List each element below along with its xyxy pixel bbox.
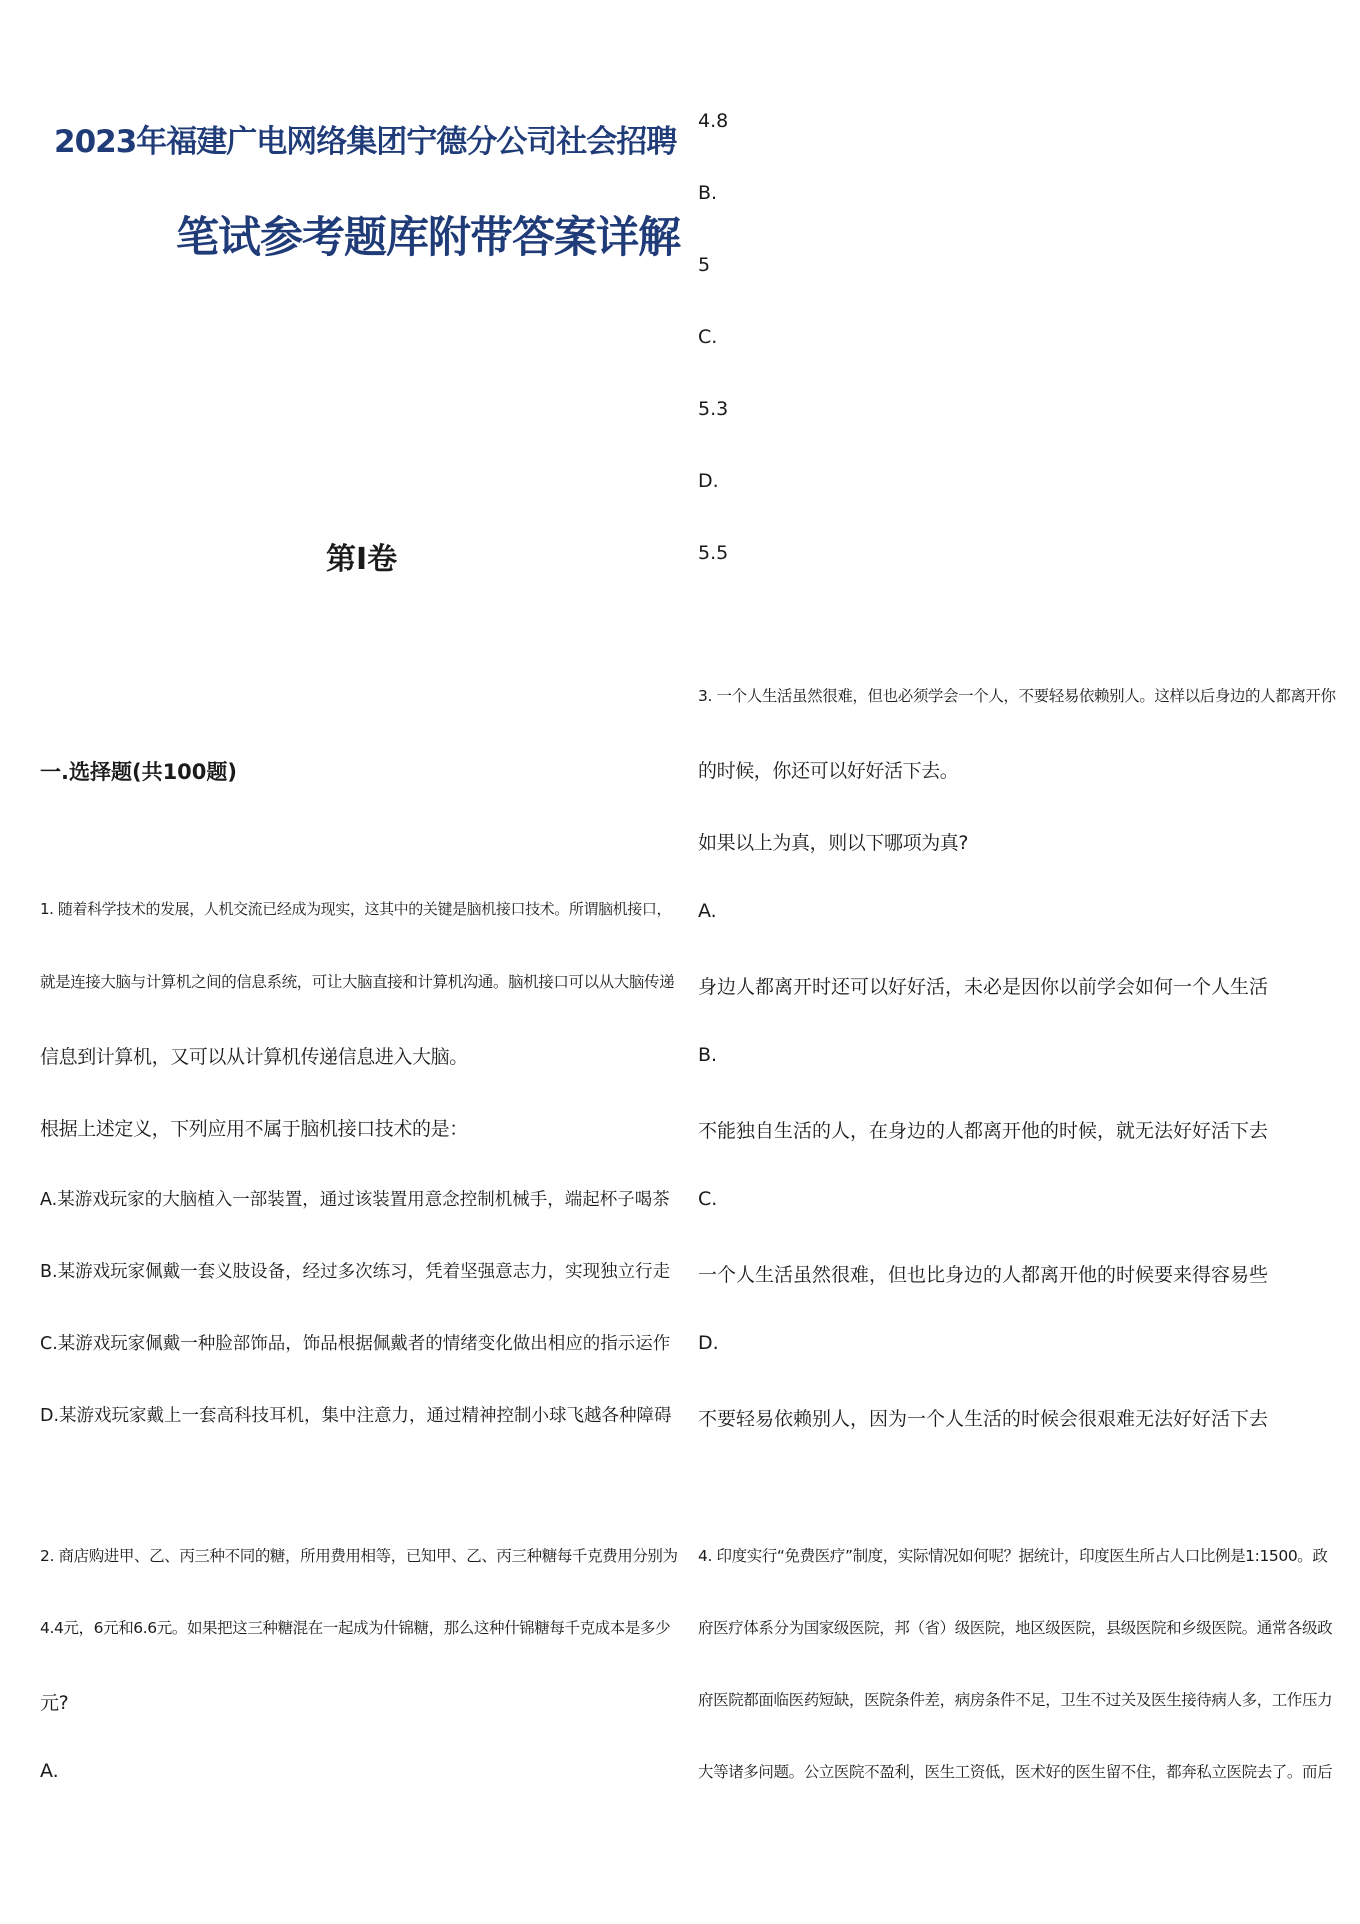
q3-option-a-label: A. xyxy=(698,900,717,922)
q3-option-d-label: D. xyxy=(698,1332,719,1354)
q1-text-line: 就是连接大脑与计算机之间的信息系统，可让大脑直接和计算机沟通。脑机接口可以从大脑传递 xyxy=(40,973,675,991)
q1-prompt: 根据上述定义，下列应用不属于脑机接口技术的是： xyxy=(40,1118,468,1140)
q3-option-d-text: 不要轻易依赖别人，因为一个人生活的时候会很艰难无法好好活下去 xyxy=(698,1408,1269,1430)
q2-option-a-label: A. xyxy=(40,1760,59,1782)
title-line-1: 2023年福建广电网络集团宁德分公司社会招聘 xyxy=(54,124,677,160)
q2-option-d-label: D. xyxy=(698,470,719,492)
q1-option-a: A.某游戏玩家的大脑植入一部装置，通过该装置用意念控制机械手，端起杯子喝茶 xyxy=(40,1190,670,1210)
q3-text-line: 的时候，你还可以好好活下去。 xyxy=(698,760,959,782)
q2-option-a-value: 4.8 xyxy=(698,110,729,132)
q2-text-line: 2. 商店购进甲、乙、丙三种不同的糖，所用费用相等，已知甲、乙、丙三种糖每千克费用分别为 xyxy=(40,1547,678,1565)
q2-option-d-value: 5.5 xyxy=(698,542,729,564)
section-heading: 一.选择题(共100题) xyxy=(40,760,238,784)
q1-option-b: B.某游戏玩家佩戴一套义肢设备，经过多次练习，凭着坚强意志力，实现独立行走 xyxy=(40,1262,671,1282)
q3-option-b-label: B. xyxy=(698,1044,718,1066)
q3-option-c-label: C. xyxy=(698,1188,718,1210)
q4-text-line: 4. 印度实行“免费医疗”制度，实际情况如何呢？据统计，印度医生所占人口比例是1:1500。政 xyxy=(698,1547,1328,1565)
q2-text-line: 元? xyxy=(40,1692,69,1714)
q2-option-c-label: C. xyxy=(698,326,718,348)
q3-prompt: 如果以上为真，则以下哪项为真? xyxy=(698,832,969,854)
q3-option-a-text: 身边人都离开时还可以好好活，未必是因你以前学会如何一个人生活 xyxy=(698,976,1269,998)
q4-text-line: 府医疗体系分为国家级医院，邦（省）级医院，地区级医院，县级医院和乡级医院。通常各级政 xyxy=(698,1619,1333,1637)
volume-heading: 第I卷 xyxy=(326,542,398,577)
q1-option-c: C.某游戏玩家佩戴一种脸部饰品，饰品根据佩戴者的情绪变化做出相应的指示运作 xyxy=(40,1334,671,1354)
q3-option-b-text: 不能独自生活的人，在身边的人都离开他的时候，就无法好好活下去 xyxy=(698,1120,1269,1142)
q3-text-line: 3. 一个人生活虽然很难，但也必须学会一个人，不要轻易依赖别人。这样以后身边的人都离开你 xyxy=(698,687,1336,705)
q1-text-line: 信息到计算机，又可以从计算机传递信息进入大脑。 xyxy=(40,1046,468,1068)
q3-option-c-text: 一个人生活虽然很难，但也比身边的人都离开他的时候要来得容易些 xyxy=(698,1264,1269,1286)
q4-text-line: 府医院都面临医药短缺，医院条件差，病房条件不足，卫生不过关及医生接待病人多，工作压力 xyxy=(698,1691,1333,1709)
q4-text-line: 大等诸多问题。公立医院不盈利，医生工资低，医术好的医生留不住，都奔私立医院去了。而后 xyxy=(698,1763,1333,1781)
q1-text-line: 1. 随着科学技术的发展，人机交流已经成为现实，这其中的关键是脑机接口技术。所谓脑机接口， xyxy=(40,900,672,918)
title-line-2: 笔试参考题库附带答案详解 xyxy=(176,213,680,263)
q2-option-b-value: 5 xyxy=(698,254,711,276)
q1-option-d: D.某游戏玩家戴上一套高科技耳机，集中注意力，通过精神控制小球飞越各种障碍 xyxy=(40,1406,672,1426)
q2-option-b-label: B. xyxy=(698,182,718,204)
q2-text-line: 4.4元，6元和6.6元。如果把这三种糖混在一起成为什锦糖，那么这种什锦糖每千克成本是多少 xyxy=(40,1619,671,1637)
q2-option-c-value: 5.3 xyxy=(698,398,729,420)
